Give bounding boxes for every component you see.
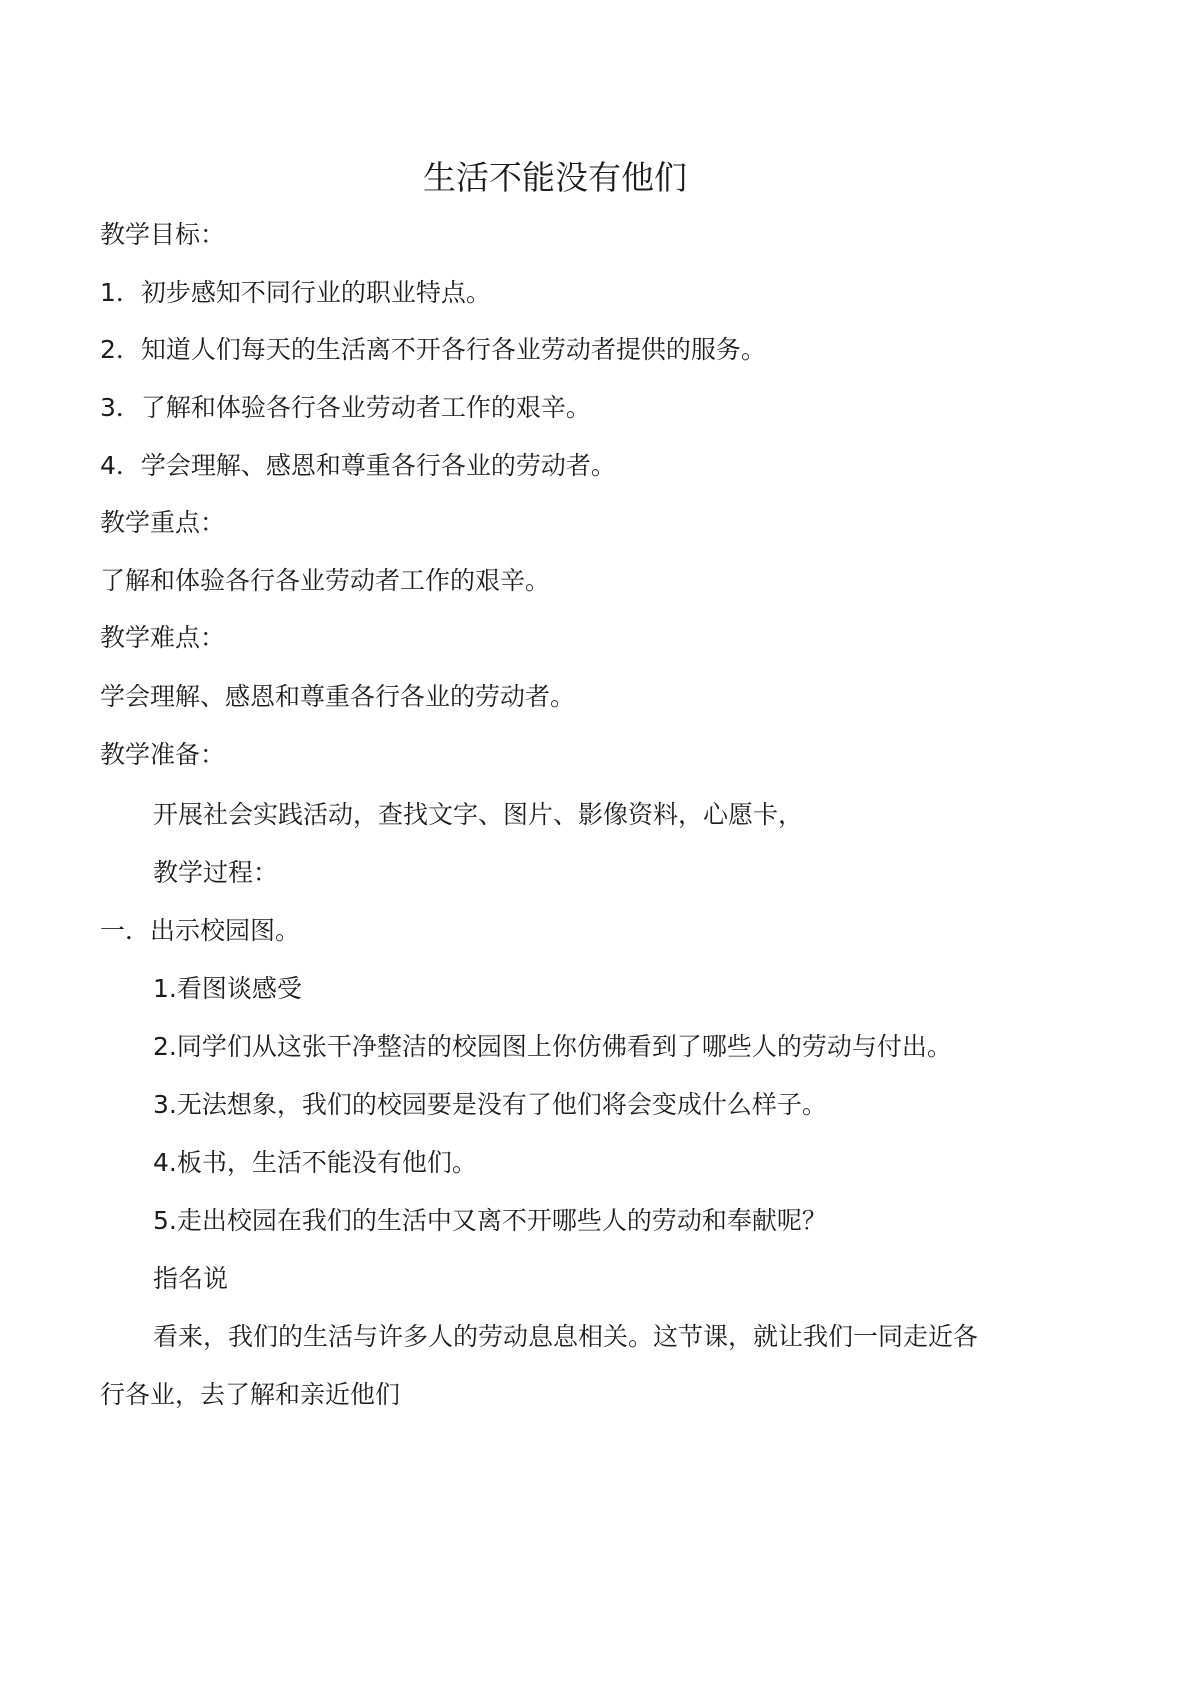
preparation-heading: 教学准备： <box>100 740 226 769</box>
objective-item: 2．知道人们每天的生活离不开各行各业劳动者提供的服务。 <box>100 335 766 364</box>
process-note: 指名说 <box>153 1264 229 1293</box>
process-heading: 教学过程： <box>153 858 279 887</box>
objectives-heading: 教学目标： <box>100 220 226 249</box>
process-step: 1.看图谈感受 <box>153 974 302 1003</box>
objective-item: 4．学会理解、感恩和尊重各行各业的劳动者。 <box>100 451 616 480</box>
preparation-text: 开展社会实践活动，查找文字、图片、影像资料，心愿卡， <box>153 800 804 829</box>
key-point-text: 了解和体验各行各业劳动者工作的艰辛。 <box>100 566 551 595</box>
summary-line: 看来，我们的生活与许多人的劳动息息相关。这节课，就让我们一同走近各 <box>153 1322 979 1351</box>
document-title: 生活不能没有他们 <box>423 158 687 197</box>
difficulty-heading: 教学难点： <box>100 623 226 652</box>
key-point-heading: 教学重点： <box>100 508 226 537</box>
process-step: 3.无法想象，我们的校园要是没有了他们将会变成什么样子。 <box>153 1090 827 1119</box>
difficulty-text: 学会理解、感恩和尊重各行各业的劳动者。 <box>100 682 576 711</box>
objective-item: 1．初步感知不同行业的职业特点。 <box>100 278 491 307</box>
process-step: 5.走出校园在我们的生活中又离不开哪些人的劳动和奉献呢？ <box>153 1206 827 1235</box>
process-step: 2.同学们从这张干净整洁的校园图上你仿佛看到了哪些人的劳动与付出。 <box>153 1032 952 1061</box>
summary-line: 行各业，去了解和亲近他们 <box>100 1380 401 1409</box>
process-section-one: 一．出示校园图。 <box>100 916 301 945</box>
process-step: 4.板书，生活不能没有他们。 <box>153 1148 477 1177</box>
objective-item: 3．了解和体验各行各业劳动者工作的艰辛。 <box>100 393 591 422</box>
